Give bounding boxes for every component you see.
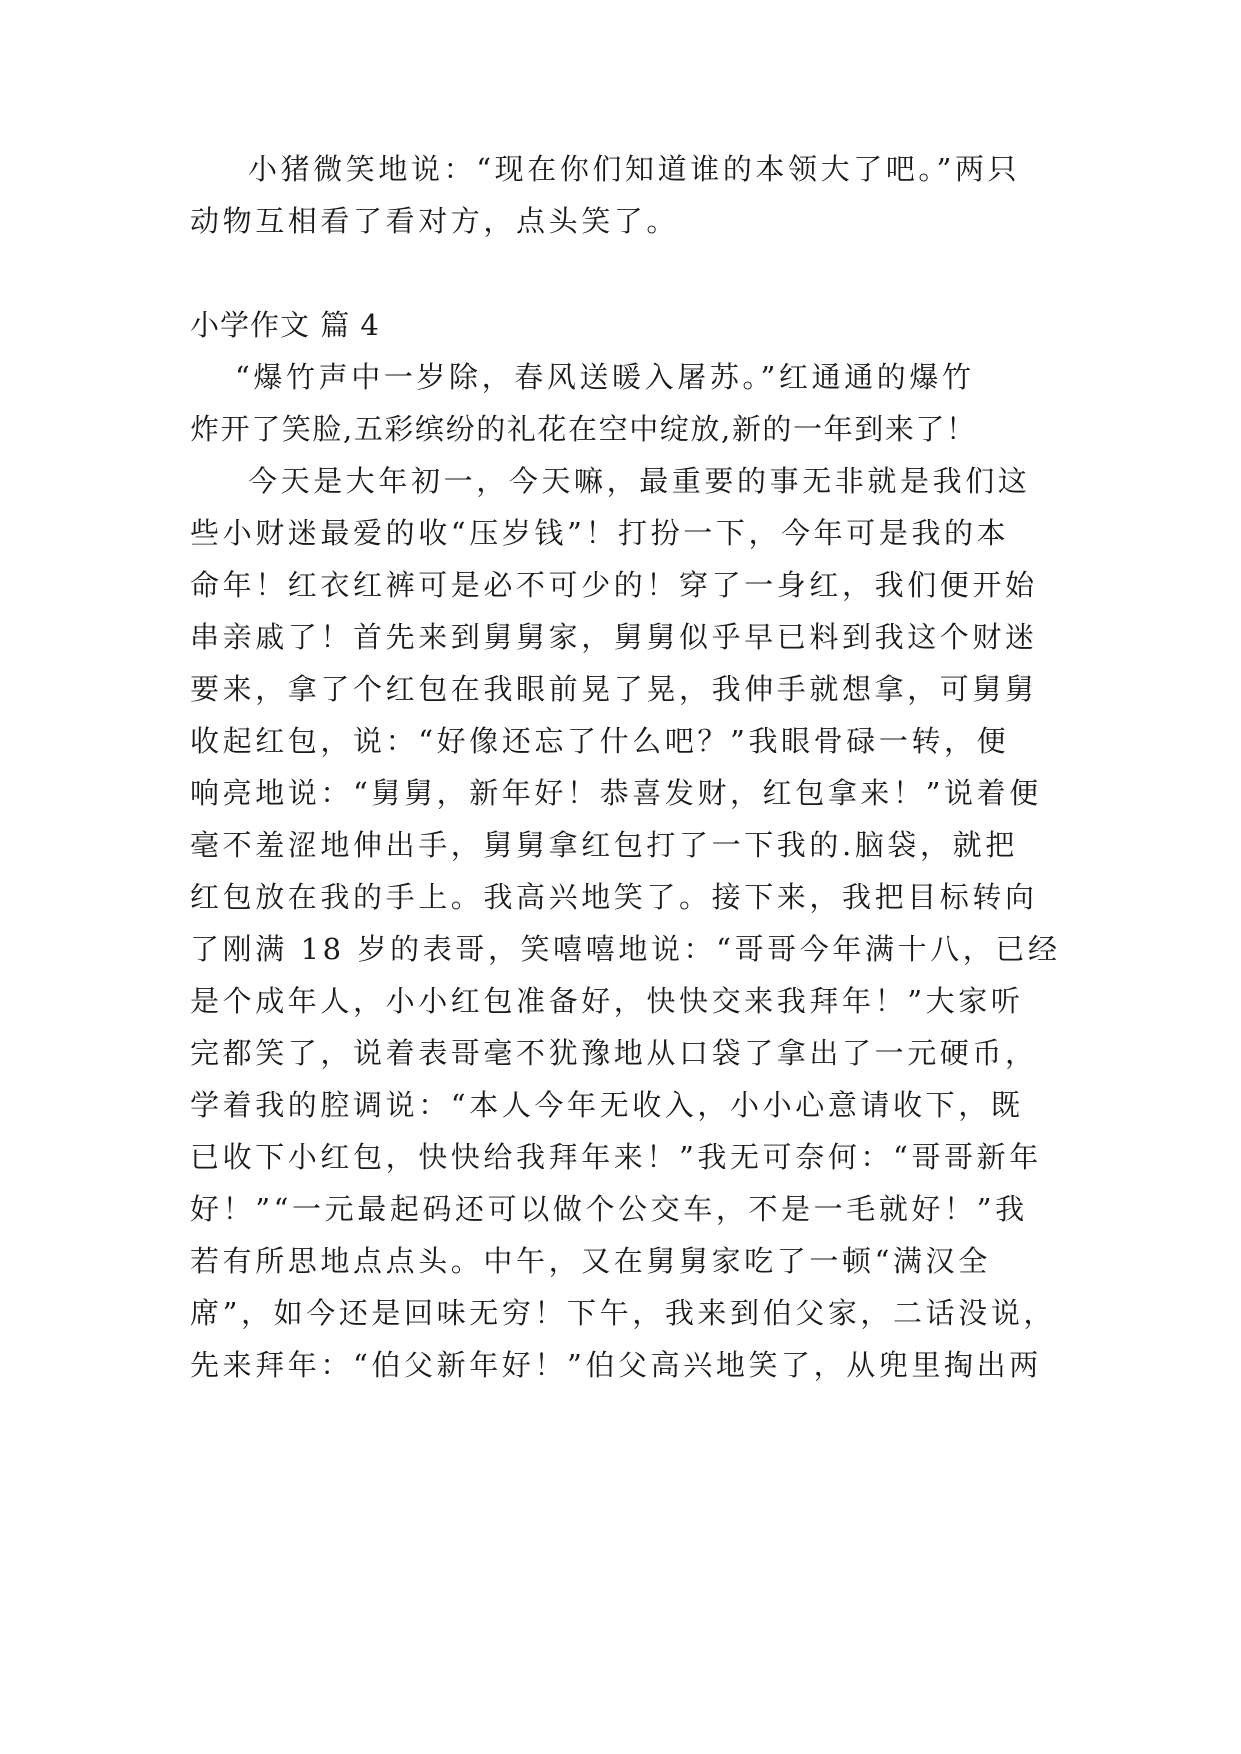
paragraph-line: 是个成年人，小小红包准备好，快快交来我拜年！”大家听 [190, 984, 1024, 1018]
paragraph-line: 些小财迷最爱的收“压岁钱”！打扮一下，今年可是我的本 [190, 516, 1010, 550]
section-heading: 小学作文 篇 4 [190, 308, 380, 342]
paragraph-line: “爆竹声中一岁除，春风送暖入屠苏。”红通通的爆竹 [235, 360, 975, 394]
paragraph-line: 今天是大年初一，今天嘛，最重要的事无非就是我们这 [248, 464, 1031, 498]
paragraph-line: 学着我的腔调说：“本人今年无收入，小小心意请收下，既 [190, 1088, 1024, 1122]
paragraph-line: 已收下小红包，快快给我拜年来！”我无可奈何：“哥哥新年 [190, 1140, 1042, 1174]
paragraph-line: 串亲戚了！首先来到舅舅家，舅舅似乎早已料到我这个财迷 [190, 620, 1038, 654]
paragraph-line: 收起红包，说：“好像还忘了什么吧？”我眼骨碌一转，便 [190, 724, 1010, 758]
paragraph-line: 小猪微笑地说：“现在你们知道谁的本领大了吧。”两只 [248, 152, 1021, 186]
paragraph-line: 红包放在我的手上。我高兴地笑了。接下来，我把目标转向 [190, 880, 1038, 914]
paragraph-line: 炸开了笑脸,五彩缤纷的礼花在空中绽放,新的一年到来了！ [190, 412, 977, 446]
paragraph-line: 命年！红衣红裤可是必不可少的！穿了一身红，我们便开始 [190, 568, 1038, 602]
paragraph-line: 了刚满 18 岁的表哥，笑嘻嘻地说：“哥哥今年满十八，已经 [190, 932, 1061, 966]
paragraph-line: 席”，如今还是回味无穷！下午，我来到伯父家，二话没说， [190, 1296, 1057, 1330]
paragraph-line: 要来，拿了个红包在我眼前晃了晃，我伸手就想拿，可舅舅 [190, 672, 1038, 706]
paragraph-line: 毫不羞涩地伸出手，舅舅拿红包打了一下我的.脑袋，就把 [190, 828, 1018, 862]
paragraph-line: 若有所思地点点头。中午，又在舅舅家吃了一顿“满汉全 [190, 1244, 991, 1278]
paragraph-line: 响亮地说：“舅舅，新年好！恭喜发财，红包拿来！”说着便 [190, 776, 1042, 810]
paragraph-line: 动物互相看了看对方，点头笑了。 [190, 204, 680, 238]
paragraph-line: 先来拜年：“伯父新年好！”伯父高兴地笑了，从兜里掏出两 [190, 1348, 1042, 1382]
paragraph-line: 完都笑了，说着表哥毫不犹豫地从口袋了拿出了一元硬币， [190, 1036, 1038, 1070]
paragraph-line: 好！”“一元最起码还可以做个公交车，不是一毛就好！”我 [190, 1192, 1028, 1226]
